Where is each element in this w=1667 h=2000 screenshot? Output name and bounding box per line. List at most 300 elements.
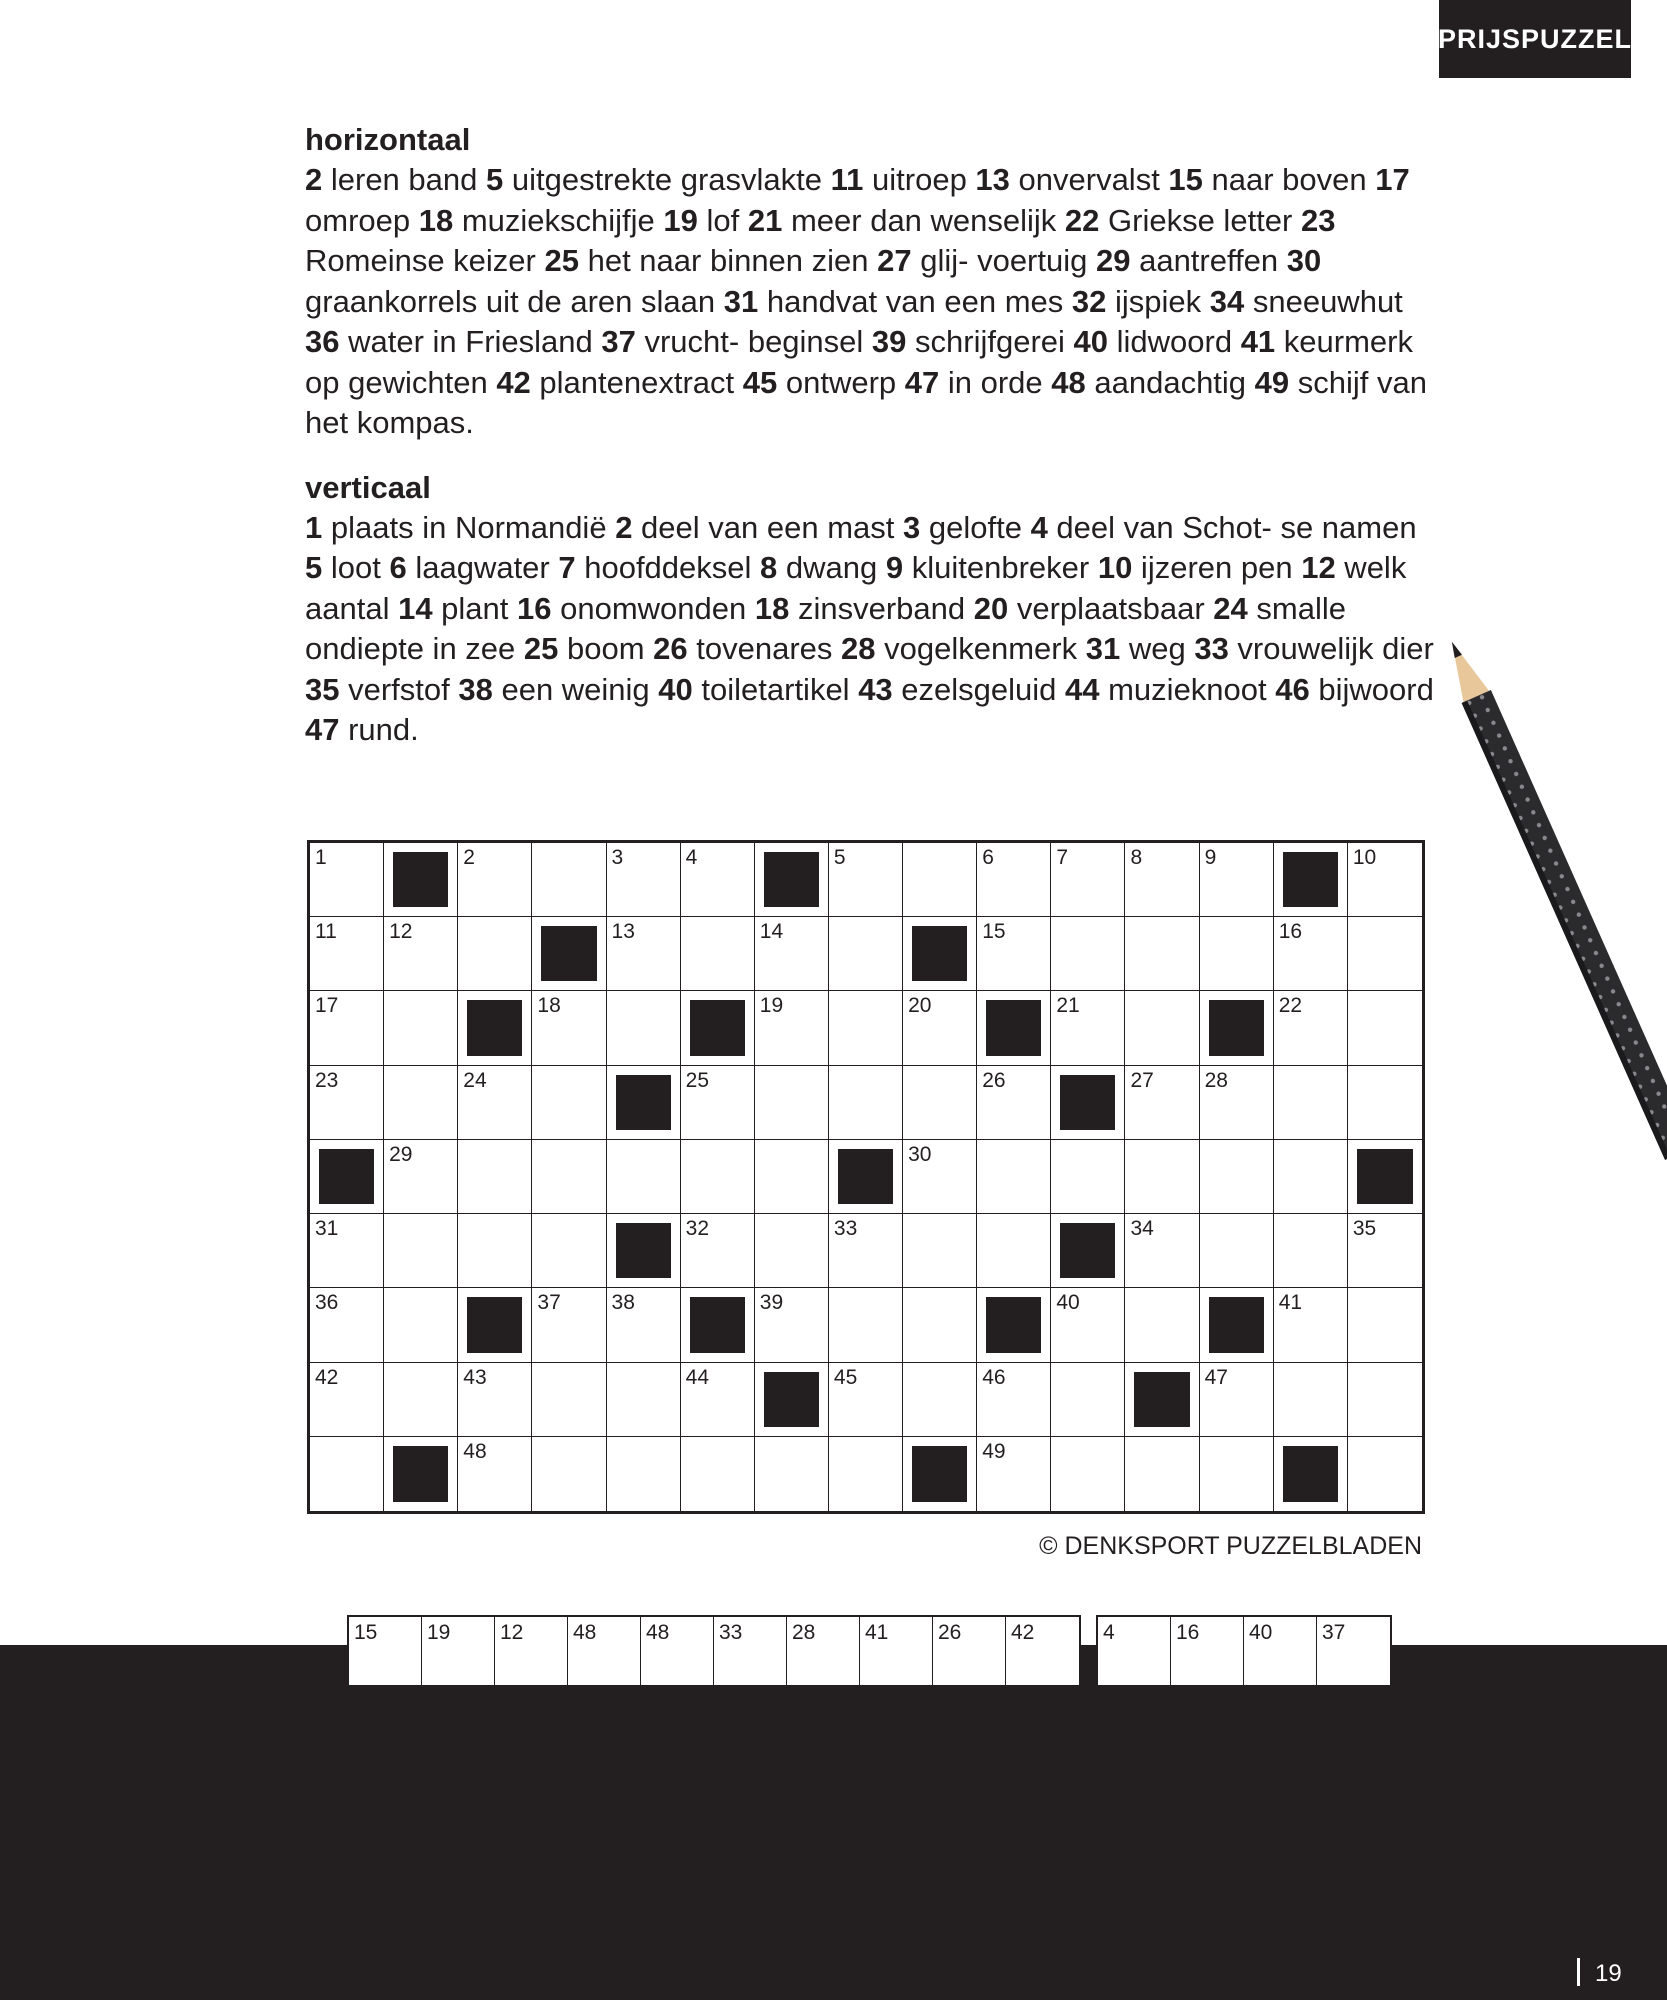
black-cell <box>458 991 532 1065</box>
grid-cell[interactable] <box>681 1363 755 1437</box>
horizontal-clue-text: aandachtig <box>1085 364 1255 400</box>
grid-cell[interactable] <box>532 1437 606 1511</box>
cell-number: 34 <box>1130 1217 1154 1241</box>
cell-number: 49 <box>982 1439 1006 1463</box>
grid-cell[interactable] <box>310 1363 384 1437</box>
cell-number: 4 <box>685 846 698 869</box>
cell-number: 14 <box>759 920 784 944</box>
grid-cell[interactable] <box>607 1288 681 1362</box>
grid-cell[interactable] <box>829 991 903 1065</box>
cell-number: 40 <box>1056 1291 1080 1315</box>
grid-cell[interactable] <box>903 1363 977 1437</box>
grid-cell[interactable] <box>310 1214 384 1288</box>
grid-cell[interactable] <box>384 1288 458 1362</box>
cell-number: 12 <box>389 920 413 944</box>
grid-cell[interactable] <box>607 1363 681 1437</box>
grid-cell[interactable] <box>755 1140 829 1214</box>
grid-cell[interactable] <box>755 1288 829 1362</box>
vertical-clue-text: onomwonden <box>551 590 755 626</box>
grid-cell[interactable] <box>755 917 829 991</box>
grid-cell[interactable] <box>310 1437 384 1511</box>
horizontal-clue-text: Griekse letter <box>1099 202 1301 238</box>
solution-cell[interactable] <box>1171 1617 1244 1685</box>
horizontal-clue-text: het naar binnen zien <box>578 243 878 278</box>
solution-cell-number: 37 <box>1322 1621 1346 1644</box>
grid-cell[interactable] <box>1274 1214 1348 1288</box>
cell-number: 25 <box>685 1068 710 1092</box>
black-cell <box>458 1288 532 1362</box>
grid-cell[interactable] <box>1274 1363 1348 1437</box>
grid-cell[interactable] <box>384 1363 458 1437</box>
cell-number: 29 <box>389 1142 413 1166</box>
vertical-clue-text: rund. <box>339 712 419 747</box>
horizontal-clue-text: onvervalst <box>1009 162 1169 197</box>
grid-cell[interactable] <box>1274 1140 1348 1214</box>
vertical-clue-text: toiletartikel <box>692 671 859 707</box>
vertical-clue-text: welk aantal <box>305 550 1407 626</box>
grid-cell[interactable] <box>1200 917 1274 991</box>
grid-cell[interactable] <box>1348 917 1422 991</box>
black-cell <box>1125 1363 1199 1437</box>
vertical-clue-text: gelofte <box>920 509 1031 545</box>
grid-cell[interactable] <box>458 1363 532 1437</box>
grid-cell[interactable] <box>384 991 458 1065</box>
grid-cell[interactable] <box>903 1140 977 1214</box>
grid-cell[interactable] <box>1200 1437 1274 1511</box>
vertical-clue-number: 4 <box>1030 509 1048 545</box>
grid-cell[interactable] <box>1348 1363 1422 1437</box>
cell-number: 30 <box>908 1142 932 1166</box>
grid-cell[interactable] <box>1125 1437 1199 1511</box>
cell-number: 18 <box>537 994 561 1018</box>
solution-cell[interactable] <box>860 1617 933 1685</box>
grid-cell[interactable] <box>1125 991 1199 1065</box>
grid-cell[interactable] <box>829 1214 903 1288</box>
grid-cell[interactable] <box>903 1288 977 1362</box>
black-cell <box>755 843 829 917</box>
grid-cell[interactable] <box>384 917 458 991</box>
cell-number: 13 <box>611 920 635 944</box>
page-separator <box>1577 1958 1580 1986</box>
grid-cell[interactable] <box>1051 917 1125 991</box>
horizontal-clue-number: 45 <box>742 364 778 400</box>
grid-cell[interactable] <box>829 1288 903 1362</box>
vertical-clue-text: deel van een mast <box>632 509 903 545</box>
grid-cell[interactable] <box>310 843 384 917</box>
black-cell <box>1051 1214 1125 1288</box>
footer-band <box>0 1645 1667 2000</box>
grid-cell[interactable] <box>458 843 532 917</box>
cell-number: 22 <box>1278 994 1303 1018</box>
cell-number: 1 <box>315 846 327 869</box>
grid-cell[interactable] <box>1200 1066 1274 1140</box>
black-square <box>1134 1372 1189 1427</box>
vertical-clue-number: 8 <box>760 550 778 585</box>
solution-cell-number: 48 <box>646 1621 670 1644</box>
grid-cell[interactable] <box>458 1437 532 1511</box>
cell-number: 48 <box>463 1439 487 1463</box>
cell-number: 46 <box>982 1365 1006 1389</box>
cell-number: 43 <box>463 1365 487 1389</box>
solution-cell-number: 16 <box>1176 1621 1200 1644</box>
black-cell <box>681 991 755 1065</box>
cell-number: 21 <box>1056 994 1080 1018</box>
grid-cell[interactable] <box>1051 1140 1125 1214</box>
solution-cell[interactable] <box>1006 1617 1079 1685</box>
grid-cell[interactable] <box>977 1214 1051 1288</box>
horizontal-clue-number: 36 <box>305 324 340 359</box>
black-square <box>1283 852 1338 907</box>
grid-cell[interactable] <box>977 843 1051 917</box>
cell-number: 15 <box>982 920 1006 944</box>
black-square <box>616 1223 671 1278</box>
grid-cell[interactable] <box>681 917 755 991</box>
black-square <box>393 1446 448 1502</box>
grid-cell[interactable] <box>829 843 903 917</box>
grid-cell[interactable] <box>755 1437 829 1511</box>
cell-number: 20 <box>908 994 932 1018</box>
grid-cell[interactable] <box>681 1214 755 1288</box>
cell-number: 8 <box>1130 846 1143 869</box>
grid-cell[interactable] <box>384 1140 458 1214</box>
cell-number: 5 <box>833 846 846 869</box>
grid-cell[interactable] <box>532 1288 606 1362</box>
horizontal-clue-number: 15 <box>1168 162 1203 197</box>
grid-cell[interactable] <box>607 917 681 991</box>
grid-cell[interactable] <box>384 1214 458 1288</box>
grid-cell[interactable] <box>458 917 532 991</box>
cell-number: 2 <box>463 846 475 869</box>
vertical-clue-number: 28 <box>841 631 876 666</box>
solution-cell-number: 26 <box>938 1621 962 1644</box>
solution-cell[interactable] <box>1098 1617 1171 1685</box>
cell-number: 16 <box>1278 920 1303 944</box>
black-cell <box>1200 991 1274 1065</box>
copyright-notice: © DENKSPORT PUZZELBLADEN <box>1039 1532 1422 1560</box>
grid-cell[interactable] <box>1051 1363 1125 1437</box>
cell-number: 26 <box>982 1068 1006 1092</box>
horizontal-clues <box>305 160 1435 444</box>
horizontal-clue-number: 34 <box>1209 283 1245 319</box>
black-cell <box>903 1437 977 1511</box>
horizontal-clue-number: 2 <box>305 162 323 197</box>
horizontal-clue-number: 19 <box>663 202 698 238</box>
grid-cell[interactable] <box>532 1363 606 1437</box>
vertical-clue-text: ijzeren pen <box>1132 550 1302 585</box>
horizontal-clue-text: graankorrels uit de aren slaan <box>305 283 724 319</box>
solution-cell-number: 19 <box>427 1621 451 1644</box>
grid-cell[interactable] <box>681 1066 755 1140</box>
grid-cell[interactable] <box>607 991 681 1065</box>
solution-cell[interactable] <box>933 1617 1006 1685</box>
vertical-clue-text: deel van Schot- se namen <box>1047 509 1417 545</box>
vertical-clues <box>305 508 1435 751</box>
black-square <box>690 1297 745 1352</box>
grid-cell[interactable] <box>1125 843 1199 917</box>
grid-cell[interactable] <box>1125 917 1199 991</box>
grid-cell[interactable] <box>829 1066 903 1140</box>
grid-cell[interactable] <box>903 1066 977 1140</box>
black-cell <box>1274 1437 1348 1511</box>
black-square <box>1283 1446 1338 1502</box>
grid-cell[interactable] <box>903 991 977 1065</box>
grid-cell[interactable] <box>977 1437 1051 1511</box>
page-number: 19 <box>1595 1960 1622 1987</box>
grid-cell[interactable] <box>829 917 903 991</box>
grid-cell[interactable] <box>607 1437 681 1511</box>
cell-number: 31 <box>315 1217 339 1241</box>
vertical-clue-number: 14 <box>398 590 433 626</box>
section-tag: PRIJSPUZZEL <box>1439 0 1631 78</box>
black-square <box>616 1075 671 1130</box>
grid-cell[interactable] <box>977 1363 1051 1437</box>
grid-cell[interactable] <box>903 1214 977 1288</box>
black-cell <box>977 991 1051 1065</box>
vertical-clue-number: 47 <box>305 712 340 747</box>
black-square <box>986 1297 1041 1352</box>
black-cell <box>1348 1140 1422 1214</box>
solution-cell-number: 40 <box>1249 1621 1273 1644</box>
grid-cell[interactable] <box>310 1288 384 1362</box>
vertical-clue-number: 9 <box>885 550 904 585</box>
solution-cell-number: 48 <box>573 1621 597 1644</box>
black-square <box>319 1149 374 1204</box>
horizontal-clue-text: keurmerk op gewichten <box>305 324 1413 400</box>
horizontal-clue-number: 25 <box>544 243 579 278</box>
grid-cell[interactable] <box>903 843 977 917</box>
grid-cell[interactable] <box>532 991 606 1065</box>
grid-cell[interactable] <box>1348 991 1422 1065</box>
vertical-clue-number: 38 <box>458 671 493 707</box>
vertical-heading: verticaal <box>305 469 431 505</box>
black-square <box>912 926 967 981</box>
vertical-clue-text: ezelsgeluid <box>892 671 1066 707</box>
cell-number: 47 <box>1204 1365 1228 1389</box>
vertical-clue-text: weg <box>1120 631 1195 666</box>
grid-cell[interactable] <box>681 1437 755 1511</box>
solution-cell-number: 41 <box>865 1621 889 1644</box>
solution-cell-number: 12 <box>500 1621 524 1644</box>
solution-cell[interactable] <box>641 1617 714 1685</box>
cell-number: 36 <box>315 1291 339 1315</box>
vertical-clue-number: 10 <box>1097 550 1133 585</box>
grid-cell[interactable] <box>1125 1066 1199 1140</box>
grid-cell[interactable] <box>1125 1140 1199 1214</box>
horizontal-clue-number: 27 <box>877 243 912 278</box>
grid-cell[interactable] <box>1348 1214 1422 1288</box>
grid-cell[interactable] <box>977 1140 1051 1214</box>
grid-cell[interactable] <box>829 1363 903 1437</box>
grid-cell[interactable] <box>977 917 1051 991</box>
vertical-clue-number: 5 <box>305 550 323 585</box>
cell-number: 3 <box>611 846 624 869</box>
grid-cell[interactable] <box>1274 917 1348 991</box>
black-cell <box>310 1140 384 1214</box>
grid-cell[interactable] <box>1051 991 1125 1065</box>
vertical-clue-text: plaats in Normandië <box>322 509 616 545</box>
cell-number: 35 <box>1352 1217 1377 1241</box>
vertical-clue-number: 43 <box>858 671 893 707</box>
horizontal-clue-text: lof <box>697 202 748 238</box>
horizontal-clue-number: 31 <box>723 283 759 319</box>
solution-cell-number: 4 <box>1103 1621 1115 1644</box>
black-square <box>541 926 596 981</box>
horizontal-clue-number: 13 <box>975 162 1010 197</box>
grid-cell[interactable] <box>607 843 681 917</box>
grid-cell[interactable] <box>1348 1437 1422 1511</box>
solution-cell[interactable] <box>1244 1617 1317 1685</box>
vertical-clue-text: vogelkenmerk <box>875 631 1086 666</box>
horizontal-clue-text: uitgestrekte grasvlakte <box>503 162 831 197</box>
grid-cell[interactable] <box>1051 1288 1125 1362</box>
vertical-clue-number: 18 <box>754 590 790 626</box>
cell-number: 45 <box>833 1365 858 1389</box>
grid-cell[interactable] <box>1200 1140 1274 1214</box>
grid-cell[interactable] <box>458 1066 532 1140</box>
solution-cell[interactable] <box>787 1617 860 1685</box>
grid-cell[interactable] <box>310 991 384 1065</box>
grid-cell[interactable] <box>1348 1288 1422 1362</box>
horizontal-clue-number: 5 <box>485 162 504 197</box>
grid-cell[interactable] <box>1200 1214 1274 1288</box>
black-square <box>1060 1223 1115 1278</box>
black-square <box>1060 1075 1115 1130</box>
horizontal-clue-number: 11 <box>830 162 864 197</box>
grid-cell[interactable] <box>458 1214 532 1288</box>
vertical-clue-text: vrouwelijk dier <box>1228 631 1434 666</box>
vertical-clue-number: 44 <box>1065 671 1100 707</box>
horizontal-clue-text: ijspiek <box>1106 283 1210 319</box>
horizontal-clue-number: 39 <box>871 324 907 359</box>
solution-cell[interactable] <box>568 1617 641 1685</box>
grid-cell[interactable] <box>1348 843 1422 917</box>
vertical-clue-text: loot <box>322 550 390 585</box>
grid-cell[interactable] <box>607 1140 681 1214</box>
cell-number: 6 <box>982 846 994 869</box>
solution-cell-number: 28 <box>792 1621 816 1644</box>
vertical-clue-number: 1 <box>305 509 323 545</box>
grid-cell[interactable] <box>829 1437 903 1511</box>
grid-cell[interactable] <box>681 1140 755 1214</box>
horizontal-clue-text: aantreffen <box>1130 243 1287 278</box>
cell-number: 37 <box>537 1291 561 1315</box>
grid-cell[interactable] <box>1274 1066 1348 1140</box>
horizontal-clue-text: muziekschijfje <box>453 202 664 238</box>
cell-number: 27 <box>1130 1068 1154 1092</box>
horizontal-clue-number: 23 <box>1300 202 1336 238</box>
horizontal-clue-text: in orde <box>939 364 1052 400</box>
horizontal-clue-text: ontwerp <box>777 364 905 400</box>
grid-cell[interactable] <box>755 1066 829 1140</box>
vertical-clue-text: een weinig <box>492 671 659 707</box>
grid-cell[interactable] <box>384 1066 458 1140</box>
grid-cell[interactable] <box>1125 1288 1199 1362</box>
cell-number: 33 <box>833 1217 858 1241</box>
vertical-clue-text: hoofddeksel <box>575 550 761 585</box>
vertical-clue-text: boom <box>558 631 654 666</box>
vertical-clue-number: 33 <box>1194 631 1229 666</box>
vertical-clue-number: 16 <box>517 590 552 626</box>
vertical-clue-number: 25 <box>523 631 559 666</box>
vertical-clue-text: verfstof <box>339 671 459 707</box>
solution-cell[interactable] <box>1317 1617 1390 1685</box>
horizontal-clue-text: vrucht- beginsel <box>635 324 872 359</box>
vertical-clue-number: 6 <box>389 550 407 585</box>
grid-cell[interactable] <box>532 1140 606 1214</box>
grid-cell[interactable] <box>1051 843 1125 917</box>
grid-cell[interactable] <box>1200 1363 1274 1437</box>
grid-cell[interactable] <box>532 843 606 917</box>
horizontal-clue-number: 17 <box>1375 162 1410 197</box>
vertical-clue-text: plant <box>432 590 518 626</box>
vertical-clue-number: 31 <box>1085 631 1121 666</box>
vertical-clue-number: 46 <box>1275 671 1310 707</box>
vertical-clue-number: 2 <box>615 509 633 545</box>
horizontal-clue-number: 18 <box>418 202 454 238</box>
horizontal-clue-text: schrijfgerei <box>906 324 1074 359</box>
grid-cell[interactable] <box>1348 1066 1422 1140</box>
black-square <box>467 1297 522 1352</box>
cell-number: 42 <box>315 1365 339 1389</box>
horizontal-clue-text: schijf van het kompas. <box>305 364 1427 440</box>
grid-cell[interactable] <box>1125 1214 1199 1288</box>
horizontal-clue-number: 49 <box>1254 364 1290 400</box>
grid-cell[interactable] <box>458 1140 532 1214</box>
grid-cell[interactable] <box>681 843 755 917</box>
solution-cell[interactable] <box>495 1617 568 1685</box>
horizontal-clue-text: naar boven <box>1202 162 1376 197</box>
solution-cell[interactable] <box>349 1617 422 1685</box>
vertical-clue-text: muzieknoot <box>1099 671 1276 707</box>
horizontal-clue-number: 42 <box>496 364 531 400</box>
horizontal-clue-number: 32 <box>1071 283 1107 319</box>
vertical-clue-text: tovenares <box>687 631 842 666</box>
black-cell <box>384 843 458 917</box>
black-square <box>986 1000 1041 1055</box>
horizontal-clue-number: 21 <box>747 202 783 238</box>
black-square <box>690 1000 745 1055</box>
solution-cell[interactable] <box>714 1617 787 1685</box>
horizontal-clue-text: omroep <box>305 202 419 238</box>
cell-number: 11 <box>315 920 337 944</box>
grid-cell[interactable] <box>1051 1437 1125 1511</box>
solution-cell[interactable] <box>422 1617 495 1685</box>
grid-cell[interactable] <box>1274 991 1348 1065</box>
horizontal-clue-number: 37 <box>601 324 636 359</box>
grid-cell[interactable] <box>755 1214 829 1288</box>
grid-cell[interactable] <box>977 1066 1051 1140</box>
grid-cell[interactable] <box>532 1214 606 1288</box>
horizontal-heading: horizontaal <box>305 122 471 157</box>
grid-cell[interactable] <box>310 1066 384 1140</box>
solution-row-2 <box>1096 1615 1392 1687</box>
solution-cell-number: 42 <box>1011 1621 1035 1644</box>
black-cell <box>607 1066 681 1140</box>
black-cell <box>1051 1066 1125 1140</box>
grid-cell[interactable] <box>1200 843 1274 917</box>
black-cell <box>1200 1288 1274 1362</box>
black-cell <box>681 1288 755 1362</box>
vertical-clue-number: 7 <box>558 550 576 585</box>
grid-cell[interactable] <box>310 917 384 991</box>
solution-row-1 <box>347 1615 1081 1687</box>
vertical-clue-text: verplaatsbaar <box>1008 590 1214 626</box>
grid-cell[interactable] <box>1274 1288 1348 1362</box>
black-square <box>912 1446 967 1502</box>
grid-cell[interactable] <box>532 1066 606 1140</box>
horizontal-clue-text: meer dan wenselijk <box>782 202 1065 238</box>
grid-cell[interactable] <box>755 991 829 1065</box>
